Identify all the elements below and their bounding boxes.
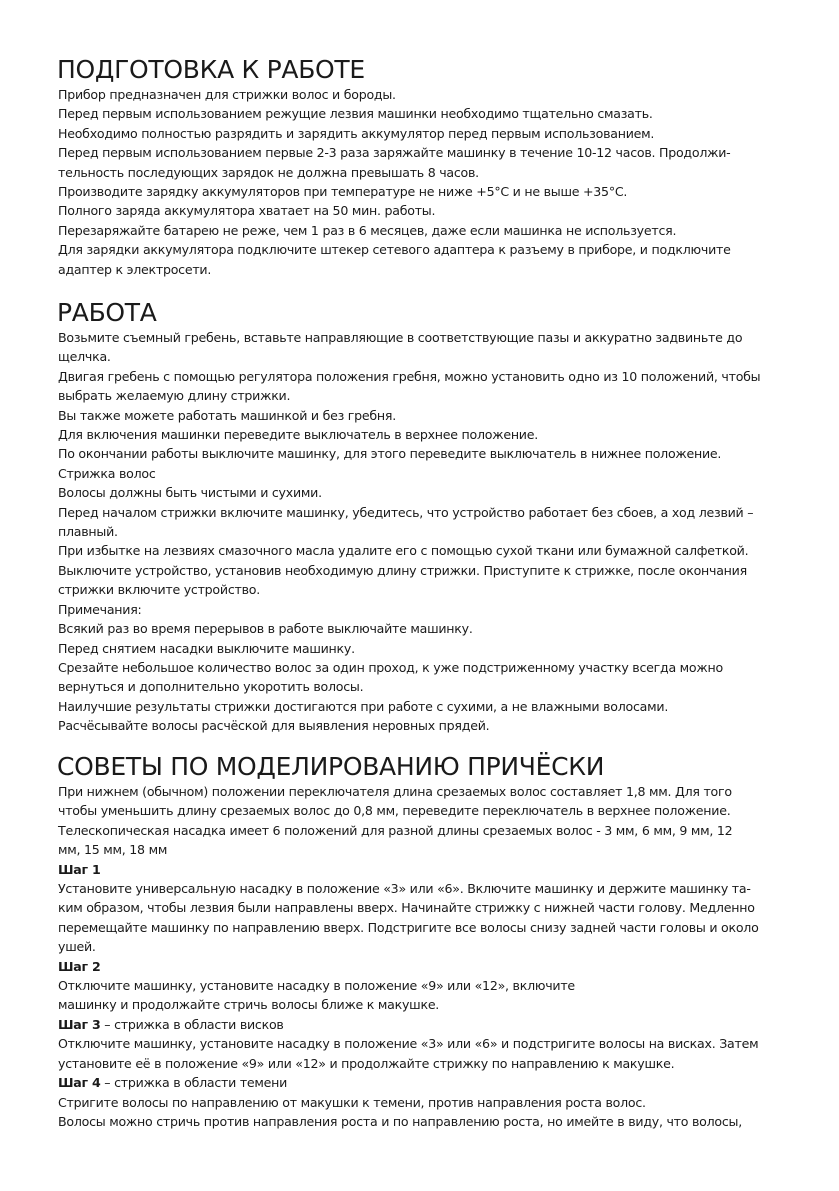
text-line: Срезайте небольшое количество волос за один проход, к уже подстриженному участку всегда можно (58, 659, 723, 675)
section-heading: РАБОТА (57, 298, 157, 327)
text-line: адаптер к электросети. (58, 261, 212, 277)
text-line: По окончании работы выключите машинку, для этого переведите выключатель в нижнее положение. (58, 446, 722, 462)
text-line: Производите зарядку аккумуляторов при температуре не ниже +5°С и не выше +35°С. (58, 184, 628, 200)
text-line: Отключите машинку, установите насадку в положение «3» или «6» и подстригите волосы на висках. Затем (58, 1036, 759, 1052)
text-line: Стрижка волос (58, 465, 156, 481)
step-suffix: – стрижка в области темени (100, 1075, 288, 1091)
step-label: Шаг 3 (58, 1016, 101, 1032)
text-line: мм, 15 мм, 18 мм (58, 842, 168, 858)
text-line: чтобы уменьшить длину срезаемых волос до 0,8 мм, переведите переключатель в верхнее положение. (58, 803, 731, 819)
text-line: стрижки включите устройство. (58, 582, 260, 598)
text-line: Для зарядки аккумулятора подключите штекер сетевого адаптера к разъему в приборе, и подключите (58, 242, 731, 258)
section-body (58, 328, 784, 736)
text-line: перемещайте машинку по направлению вверх. Подстригите все волосы снизу задней части головы и около (58, 919, 759, 935)
text-line: Необходимо полностью разрядить и зарядить аккумулятор перед первым использованием. (58, 125, 655, 141)
text-line: Примечания: (58, 601, 142, 617)
text-line: Отключите машинку, установите насадку в положение «9» или «12», включите (58, 978, 575, 994)
text-line: тельность последующих зарядок не должна превышать 8 часов. (58, 164, 479, 180)
text-line: Установите универсальную насадку в положение «3» или «6». Включите машинку и держите машинку та- (58, 881, 751, 897)
text-line: Выключите устройство, установив необходимую длину стрижки. Приступите к стрижке, после окончания (58, 562, 747, 578)
text-line: Прибор предназначен для стрижки волос и бороды. (58, 87, 396, 102)
text-line: Волосы должны быть чистыми и сухими. (58, 485, 322, 501)
text-line: плавный. (58, 524, 118, 540)
text-line: выбрать желаемую длину стрижки. (58, 388, 291, 404)
step-heading-3 (58, 1015, 784, 1034)
text-line: Полного заряда аккумулятора хватает на 50 мин. работы. (58, 203, 436, 219)
text-line: ушей. (58, 939, 96, 955)
section-body (58, 782, 784, 1131)
text-line: Перед первым использованием первые 2-3 раза заряжайте машинку в течение 10-12 часов. Продолжи- (58, 145, 731, 161)
text-line: Наилучшие результаты стрижки достигаются при работе с сухими, а не влажными волосами. (58, 698, 669, 714)
text-line: Расчёсывайте волосы расчёской для выявления неровных прядей. (58, 718, 490, 734)
step-heading-1 (58, 860, 784, 879)
section-preparation (58, 55, 784, 279)
text-line: При избытке на лезвиях смазочного масла удалите его с помощью сухой ткани или бумажной салфеткой. (58, 543, 749, 559)
text-line: Для включения машинки переведите выключатель в верхнее положение. (58, 427, 538, 443)
text-line: Вы также можете работать машинкой и без гребня. (58, 407, 396, 423)
text-line: Перезаряжайте батарею не реже, чем 1 раз в 6 месяцев, даже если машинка не используется. (58, 222, 677, 238)
text-line: Перед первым использованием режущие лезвия машинки необходимо тщательно смазать. (58, 106, 653, 122)
section-styling-tips (58, 752, 784, 1131)
section-heading: ПОДГОТОВКА К РАБОТЕ (57, 55, 365, 84)
step-label: Шаг 1 (58, 861, 101, 877)
text-line: Стригите волосы по направлению от макушки к темени, против направления роста волос. (58, 1094, 646, 1110)
text-line: Возьмите съемный гребень, вставьте направляющие в соответствующие пазы и аккуратно задвиньте до (58, 330, 743, 345)
text-line: машинку и продолжайте стричь волосы ближе к макушке. (58, 997, 440, 1013)
text-line: вернуться и дополнительно укоротить волосы. (58, 679, 364, 695)
text-line: При нижнем (обычном) положении переключателя длина срезаемых волос составляет 1,8 мм. Для того (58, 784, 732, 799)
text-line: установите её в положение «9» или «12» и продолжайте стрижку по направлению к макушке. (58, 1055, 675, 1071)
text-line: Перед началом стрижки включите машинку, убедитесь, что устройство работает без сбоев, а ход лезвий – (58, 504, 754, 520)
section-operation (58, 298, 784, 736)
step-label: Шаг 2 (58, 958, 101, 974)
text-line: Всякий раз во время перерывов в работе выключайте машинку. (58, 621, 473, 637)
text-line: щелчка. (58, 349, 111, 365)
text-line: Телескопическая насадка имеет 6 положений для разной длины срезаемых волос - 3 мм, 6 мм, 9 мм, 12 (58, 822, 733, 838)
section-body (58, 85, 784, 279)
step-label: Шаг 4 (58, 1075, 101, 1091)
step-heading-2 (58, 957, 784, 976)
text-line: Волосы можно стричь против направления роста и по направлению роста, но имейте в виду, что волосы, (58, 1113, 742, 1129)
text-line: Перед снятием насадки выключите машинку. (58, 640, 355, 656)
step-heading-4 (58, 1073, 784, 1092)
text-line: Двигая гребень с помощью регулятора положения гребня, можно установить одно из 10 положений, чтобы (58, 368, 761, 384)
section-heading: СОВЕТЫ ПО МОДЕЛИРОВАНИЮ ПРИЧЁСКИ (57, 752, 605, 781)
step-suffix: – стрижка в области висков (100, 1016, 284, 1032)
text-line: ким образом, чтобы лезвия были направлены вверх. Начинайте стрижку с нижней части голову. Медленно (58, 900, 755, 916)
